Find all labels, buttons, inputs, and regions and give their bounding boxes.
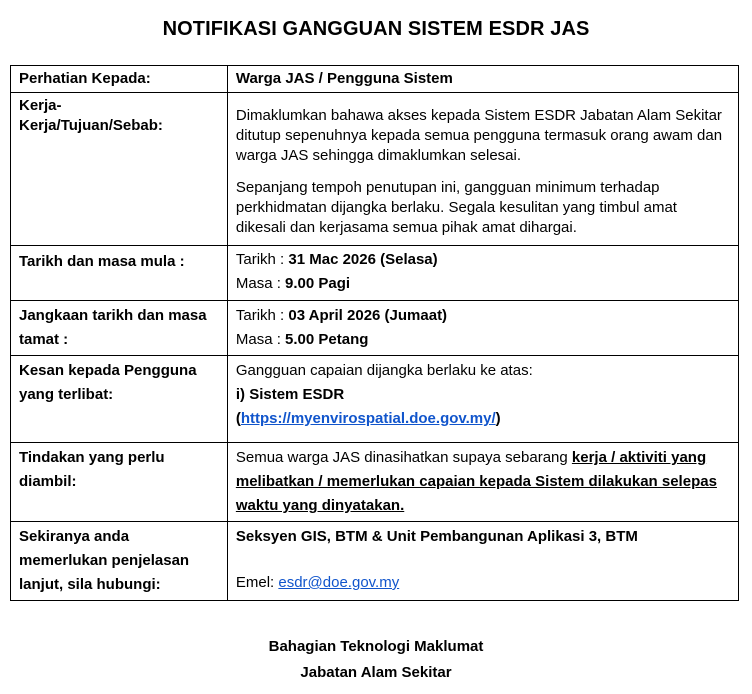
- mula-date-value: 31 Mac 2026 (Selasa): [288, 251, 438, 268]
- tamat-date-line: [236, 304, 731, 328]
- tindakan-emphasis: kerja / aktiviti yang melibatkan / memerlukan capaian kepada Sistem dilakukan selepas waktu yang dinyatakan.: [235, 449, 717, 514]
- value-hubungi: [227, 522, 738, 601]
- tamat-date-value: 03 April 2026 (Jumaat): [288, 307, 448, 324]
- mula-date-prefix: Tarikh :: [235, 251, 289, 268]
- kesan-link-line: [236, 407, 731, 431]
- footer-department: Bahagian Teknologi Maklumat: [268, 638, 484, 655]
- row-kesan: [11, 356, 739, 443]
- label-tindakan: Tindakan yang perlu diambil:: [11, 443, 228, 522]
- mula-date-line: [236, 248, 731, 272]
- email-prefix: Emel:: [235, 574, 279, 591]
- row-tindakan: [11, 443, 739, 522]
- hubungi-email-line: [236, 571, 731, 595]
- tindakan-text: Semua warga JAS dinasihatkan supaya sebarang: [235, 449, 572, 466]
- row-mula: [11, 246, 739, 301]
- value-tindakan: [227, 443, 738, 522]
- row-kerja: [11, 93, 739, 246]
- mula-time-prefix: Masa :: [235, 275, 286, 292]
- label-hubungi: Sekiranya anda memerlukan penjelasan lanjut, sila hubungi:: [11, 522, 228, 601]
- label-mula: Tarikh dan masa mula :: [11, 246, 228, 301]
- tamat-time-value: 5.00 Petang: [285, 331, 369, 348]
- label-tamat: Jangkaan tarikh dan masa tamat :: [11, 301, 228, 356]
- email-link[interactable]: esdr@doe.gov.my: [278, 574, 400, 591]
- footer: [0, 634, 752, 686]
- tamat-time-line: [236, 328, 731, 352]
- tamat-time-prefix: Masa :: [235, 331, 286, 348]
- row-hubungi: [11, 522, 739, 601]
- system-link[interactable]: https://myenvirospatial.doe.gov.my/: [240, 410, 496, 427]
- kesan-paren-close: ): [495, 410, 501, 427]
- notice-table: [10, 65, 739, 601]
- kesan-intro: Gangguan capaian dijangka berlaku ke atas:: [235, 362, 533, 379]
- value-kesan: [227, 356, 738, 443]
- kesan-paren-open: (: [235, 410, 241, 427]
- footer-agency: Jabatan Alam Sekitar: [300, 664, 452, 681]
- tamat-date-prefix: Tarikh :: [235, 307, 289, 324]
- hubungi-unit: Seksyen GIS, BTM & Unit Pembangunan Aplikasi 3, BTM: [235, 528, 638, 545]
- value-tamat: [227, 301, 738, 356]
- kerja-paragraph-2: Sepanjang tempoh penutupan ini, gangguan minimum terhadap perkhidmatan dijangka berlaku. Segala kesulitan yang timbul amat dikesali dan kerjasama semua pihak amat dihargai.: [235, 179, 677, 236]
- value-mula: [227, 246, 738, 301]
- value-kerja: [227, 93, 738, 246]
- label-kerja: [11, 93, 228, 246]
- row-tamat: [11, 301, 739, 356]
- label-kerja-line2: Kerja/Tujuan/Sebab:: [19, 117, 163, 134]
- kerja-paragraph-1: Dimaklumkan bahawa akses kepada Sistem ESDR Jabatan Alam Sekitar ditutup sepenuhnya kepada semua pengguna termasuk orang awam dan warga JAS sehingga dimaklumkan selesai.: [235, 107, 723, 164]
- value-perhatian: Warga JAS / Pengguna Sistem: [227, 66, 738, 93]
- row-perhatian: [11, 66, 739, 93]
- mula-time-value: 9.00 Pagi: [285, 275, 351, 292]
- page-title: NOTIFIKASI GANGGUAN SISTEM ESDR JAS: [162, 18, 590, 40]
- label-kesan: Kesan kepada Pengguna yang terlibat:: [11, 356, 228, 443]
- mula-time-line: [236, 272, 731, 296]
- label-kerja-line1: Kerja-: [19, 97, 62, 114]
- kesan-system: i) Sistem ESDR: [235, 386, 345, 403]
- label-perhatian: Perhatian Kepada:: [11, 66, 228, 93]
